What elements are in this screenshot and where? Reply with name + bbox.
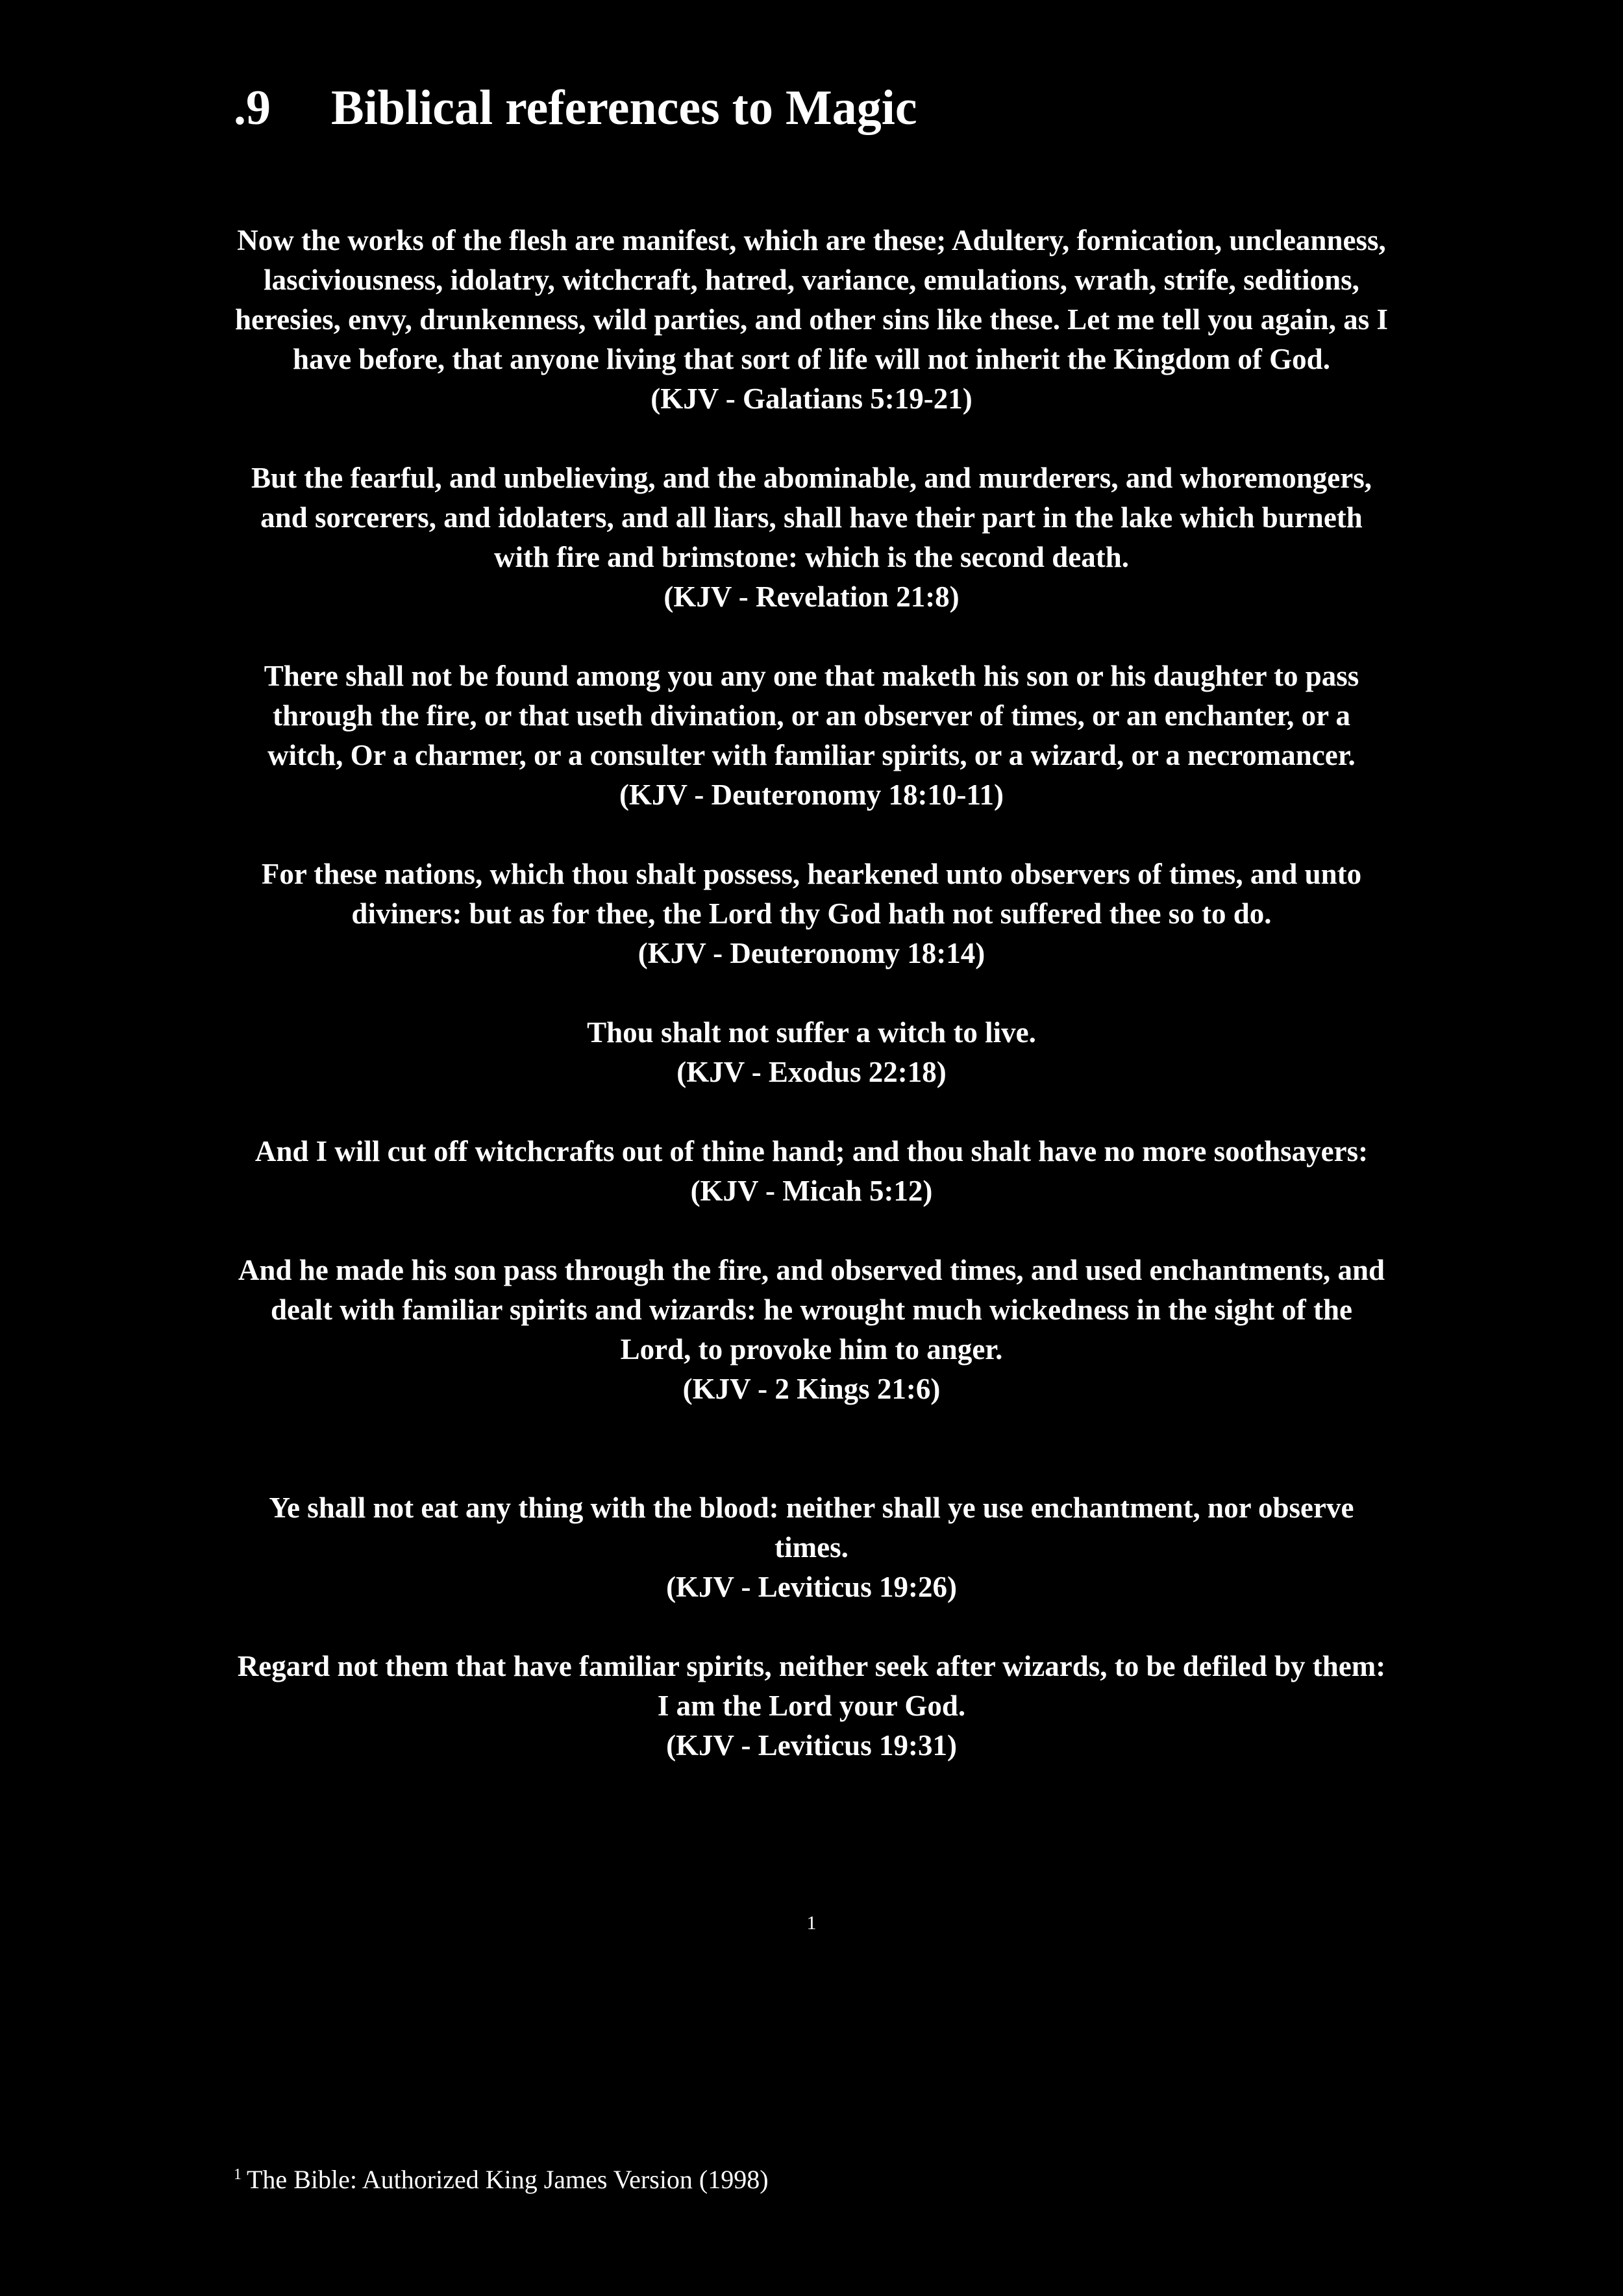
- section-heading: [234, 81, 917, 135]
- quote-block: [234, 1132, 1389, 1211]
- quote-block: [234, 1013, 1389, 1092]
- footnote: [234, 2164, 769, 2195]
- scripture-quotes: [234, 221, 1389, 1805]
- section-title: Biblical references to Magic: [331, 81, 917, 135]
- quote-citation: (KJV - Revelation 21:8): [663, 580, 960, 613]
- quote-text: Now the works of the flesh are manifest, which are these; Adultery, fornication, uncleanness, lasciviousness, idolatry, witchcraft, hatred, variance, emulations, wrath, strife, seditions, heresies, envy, drunkenness, wild parties, and other sins like these. Let me tell you again, as I have before, that anyone living that sort of life will not inherit the Kingdom of God.: [235, 224, 1388, 375]
- quote-text: Regard not them that have familiar spirits, neither seek after wizards, to be defiled by them: I am the Lord your God.: [237, 1650, 1386, 1722]
- quote-text: And he made his son pass through the fire, and observed times, and used enchantments, and dealt with familiar spirits and wizards: he wrought much wickedness in the sight of the Lord, to provoke him to anger.: [238, 1254, 1385, 1366]
- quote-citation: (KJV - Deuteronomy 18:14): [638, 937, 985, 969]
- quote-block: [234, 656, 1389, 815]
- quote-text: Ye shall not eat any thing with the blood: neither shall ye use enchantment, nor observe times.: [269, 1491, 1354, 1564]
- quote-text: There shall not be found among you any one that maketh his son or his daughter to pass through the fire, or that useth divination, or an observer of times, or an enchanter, or a witch, Or a charmer, or a consulter with familiar spirits, or a wizard, or a necromancer.: [264, 660, 1359, 771]
- quote-text: Thou shalt not suffer a witch to live.: [587, 1016, 1036, 1049]
- quote-citation: (KJV - Leviticus 19:31): [666, 1729, 957, 1762]
- quote-text: For these nations, which thou shalt possess, hearkened unto observers of times, and unto diviners: but as for thee, the Lord thy God hath not suffered thee so to do.: [261, 858, 1362, 930]
- quote-text: But the fearful, and unbelieving, and the abominable, and murderers, and whoremongers, and sorcerers, and idolaters, and all liars, shall have their part in the lake which burneth with fire and brimstone: which is the second death.: [251, 462, 1372, 573]
- document-page: [234, 0, 1389, 2296]
- quote-text: And I will cut off witchcrafts out of thine hand; and thou shalt have no more soothsayers:: [254, 1135, 1369, 1167]
- quote-citation: (KJV - Micah 5:12): [690, 1175, 933, 1207]
- quote-block: [234, 221, 1389, 419]
- quote-citation: (KJV - Leviticus 19:26): [666, 1571, 957, 1603]
- footnote-text: The Bible: Authorized King James Version (1998): [247, 2165, 769, 2194]
- quote-citation: (KJV - Galatians 5:19-21): [650, 382, 973, 415]
- quote-citation: (KJV - Exodus 22:18): [676, 1056, 947, 1088]
- footnote-number: 1: [234, 2166, 242, 2183]
- quote-block: [234, 1488, 1389, 1607]
- quote-citation: (KJV - Deuteronomy 18:10-11): [619, 779, 1004, 811]
- section-number: .9: [234, 81, 271, 135]
- footnote-reference-marker: 1: [806, 1912, 817, 1934]
- quote-block: [234, 458, 1389, 617]
- quote-citation: (KJV - 2 Kings 21:6): [682, 1373, 941, 1405]
- quote-block: [234, 1251, 1389, 1409]
- quote-block: [234, 855, 1389, 973]
- quote-block: [234, 1647, 1389, 1766]
